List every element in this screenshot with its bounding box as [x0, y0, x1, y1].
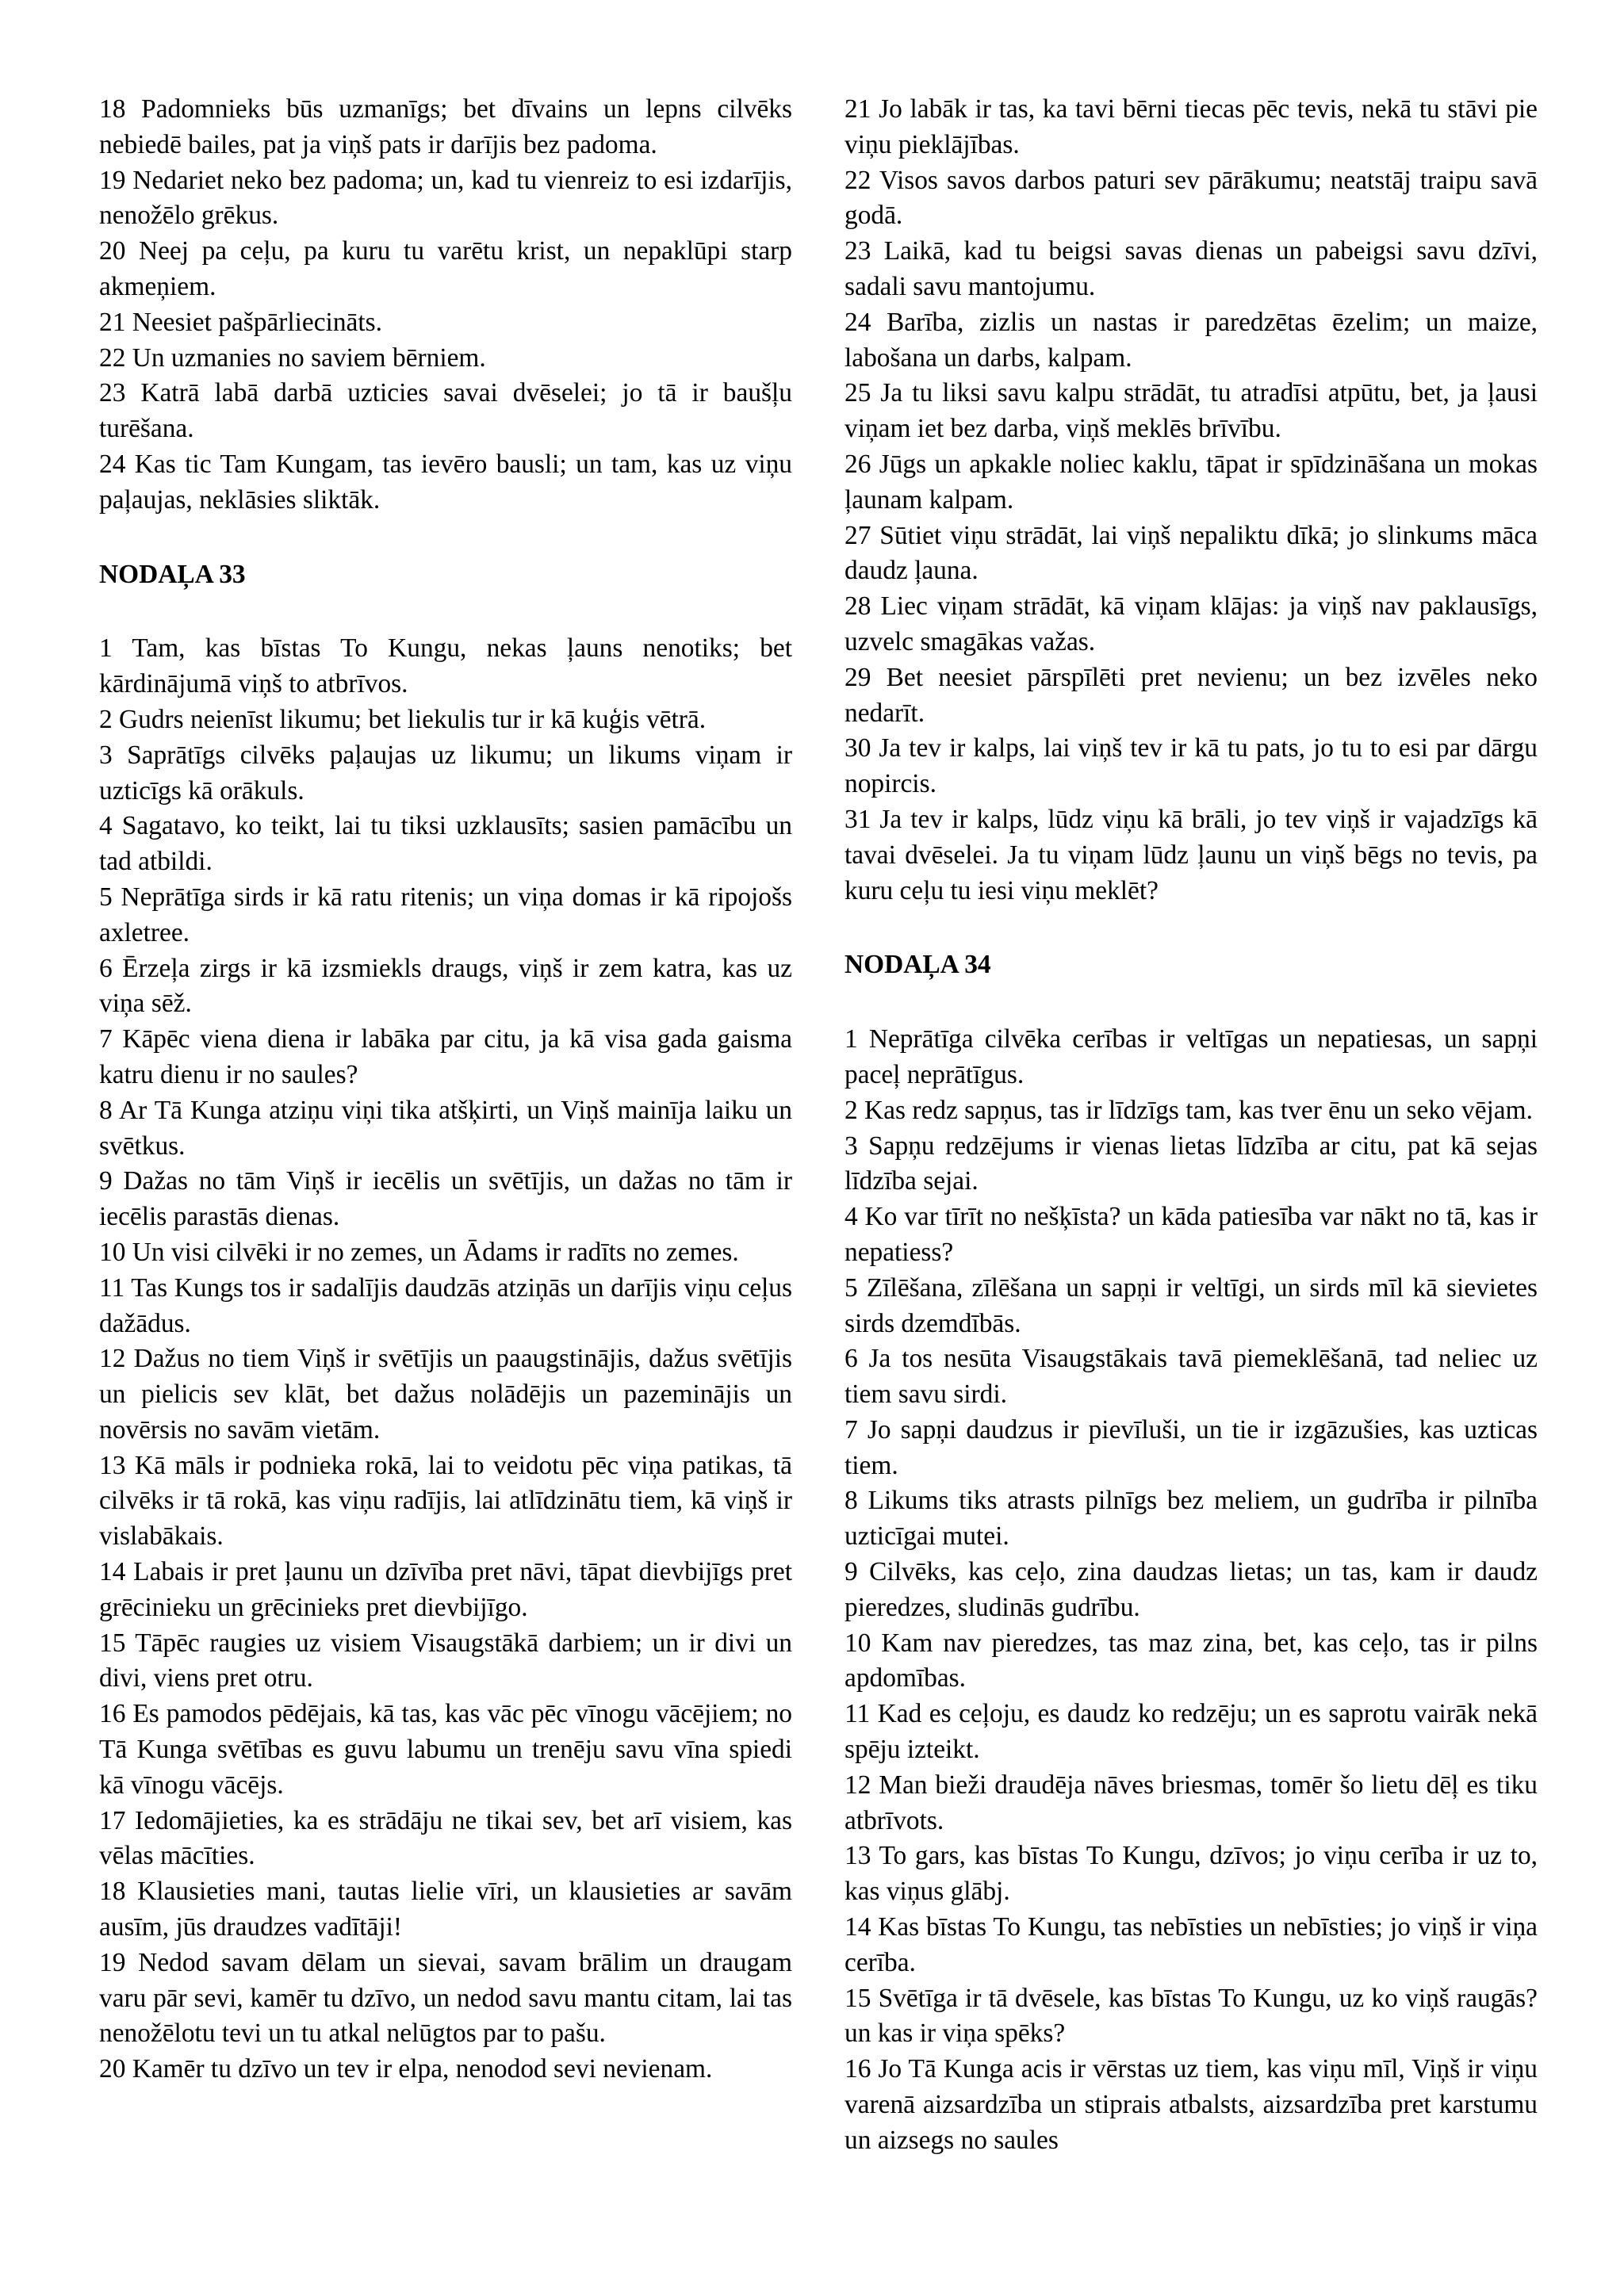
left-column: [99, 92, 792, 2087]
verse: 19 Nedariet neko bez padoma; un, kad tu vienreiz to esi izdarījis, nenožēlo grēkus.: [99, 165, 792, 231]
verse: 15 Tāpēc raugies uz visiem Visaugstākā darbiem; un ir divi un divi, viens pret otru.: [99, 1628, 792, 1693]
verse: 1 Tam, kas bīstas To Kungu, nekas ļauns nenotiks; bet kārdinājumā viņš to atbrīvos.: [99, 633, 792, 699]
verse: 26 Jūgs un apkakle noliec kaklu, tāpat ir spīdzināšana un mokas ļaunam kalpam.: [845, 449, 1538, 515]
verse: 22 Visos savos darbos paturi sev pārākumu; neatstāj traipu savā godā.: [845, 165, 1538, 231]
verse: 11 Kad es ceļoju, es daudz ko redzēju; un es saprotu vairāk nekā spēju izteikt.: [845, 1699, 1538, 1765]
verse: 20 Kamēr tu dzīvo un tev ir elpa, nenodod sevi nevienam.: [99, 2054, 713, 2084]
verse: 7 Jo sapņi daudzus ir pievīluši, un tie ir izgāzušies, kas uzticas tiem.: [845, 1414, 1538, 1480]
verse: 21 Neesiet pašpārliecināts.: [99, 307, 382, 337]
verse: 21 Jo labāk ir tas, ka tavi bērni tiecas pēc tevis, nekā tu stāvi pie viņu pieklājības.: [845, 94, 1538, 159]
verse: 24 Kas tic Tam Kungam, tas ievēro bausli; un tam, kas uz viņu paļaujas, neklāsies sliktāk.: [99, 449, 792, 515]
verse: 16 Jo Tā Kunga acis ir vērstas uz tiem, kas viņu mīl, Viņš ir viņu varenā aizsardzība un stiprais atbalsts, aizsardzība pret karstumu un aizsegs no saules: [845, 2054, 1538, 2155]
verse: 10 Un visi cilvēki ir no zemes, un Ādams ir radīts no zemes.: [99, 1237, 739, 1267]
verse: 3 Sapņu redzējums ir vienas lietas līdzība ar citu, pat kā sejas līdzība sejai.: [845, 1131, 1538, 1196]
verse: 8 Likums tiks atrasts pilnīgs bez meliem, un gudrība ir pilnība uzticīgai mutei.: [845, 1486, 1538, 1552]
verse: 29 Bet neesiet pārspīlēti pret nevienu; un bez izvēles neko nedarīt.: [845, 662, 1538, 728]
verse: 9 Cilvēks, kas ceļo, zina daudzas lietas; un tas, kam ir daudz pieredzes, sludinās gudrību.: [845, 1557, 1538, 1622]
verse: 31 Ja tev ir kalps, lūdz viņu kā brāli, jo tev viņš ir vajadzīgs kā tavai dvēselei. Ja tu viņam lūdz ļaunu un viņš bēgs no tevis, pa kuru ceļu tu iesi viņu meklēt?: [845, 804, 1538, 905]
verse: 15 Svētīga ir tā dvēsele, kas bīstas To Kungu, uz ko viņš raugās? un kas ir viņa spēks?: [845, 1983, 1538, 2049]
verse: 23 Katrā labā darbā uzticies savai dvēselei; jo tā ir baušļu turēšana.: [99, 378, 792, 444]
right-column: [845, 92, 1538, 2159]
verse: 20 Neej pa ceļu, pa kuru tu varētu krist, un nepaklūpi starp akmeņiem.: [99, 236, 792, 301]
verse: 19 Nedod savam dēlam un sievai, savam brālim un draugam varu pār sevi, kamēr tu dzīvo, un nedod savu mantu citam, lai tas nenožēlotu tevi un tu atkal nelūgtos par to pašu.: [99, 1947, 792, 2049]
verse: 25 Ja tu liksi savu kalpu strādāt, tu atradīsi atpūtu, bet, ja ļausi viņam iet bez darba, viņš meklēs brīvību.: [845, 378, 1538, 444]
chapter-heading: NODAĻA 33: [99, 559, 246, 589]
verse: 11 Tas Kungs tos ir sadalījis daudzās atziņās un darījis viņu ceļus dažādus.: [99, 1272, 792, 1338]
verse: 13 To gars, kas bīstas To Kungu, dzīvos; jo viņu cerība ir uz to, kas viņus glābj.: [845, 1841, 1538, 1907]
verse: 16 Es pamodos pēdējais, kā tas, kas vāc pēc vīnogu vācējiem; no Tā Kunga svētības es guvu labumu un trenēju savu vīna spiedi kā vīnogu vācējs.: [99, 1699, 792, 1800]
verse: 4 Sagatavo, ko teikt, lai tu tiksi uzklausīts; sasien pamācību un tad atbildi.: [99, 811, 792, 877]
verse: 30 Ja tev ir kalps, lai viņš tev ir kā tu pats, jo tu to esi par dārgu nopircis.: [845, 733, 1538, 799]
verse: 27 Sūtiet viņu strādāt, lai viņš nepaliktu dīkā; jo slinkums māca daudz ļauna.: [845, 520, 1538, 586]
verse: 7 Kāpēc viena diena ir labāka par citu, ja kā visa gada gaisma katru dienu ir no saules?: [99, 1024, 792, 1089]
verse: 24 Barība, zizlis un nastas ir paredzētas ēzelim; un maize, labošana un darbs, kalpam.: [845, 307, 1538, 373]
verse: 12 Man bieži draudēja nāves briesmas, tomēr šo lietu dēļ es tiku atbrīvots.: [845, 1770, 1538, 1835]
verse: 22 Un uzmanies no saviem bērniem.: [99, 342, 486, 373]
verse: 5 Neprātīga sirds ir kā ratu ritenis; un viņa domas ir kā ripojošs axletree.: [99, 882, 792, 947]
verse: 28 Liec viņam strādāt, kā viņam klājas: ja viņš nav paklausīgs, uzvelc smagākas važas.: [845, 591, 1538, 656]
verse: 6 Ērzeļa zirgs ir kā izsmiekls draugs, viņš ir zem katra, kas uz viņa sēž.: [99, 953, 792, 1019]
chapter-heading: NODAĻA 34: [845, 950, 991, 980]
verse: 5 Zīlēšana, zīlēšana un sapņi ir veltīgi, un sirds mīl kā sievietes sirds dzemdībās.: [845, 1272, 1538, 1338]
verse: 18 Padomnieks būs uzmanīgs; bet dīvains un lepns cilvēks nebiedē bailes, pat ja viņš pats ir darījis bez padoma.: [99, 94, 792, 159]
verse: 13 Kā māls ir podnieka rokā, lai to veidotu pēc viņa patikas, tā cilvēks ir tā rokā, kas viņu radījis, lai atlīdzinātu tiem, kā viņš ir vislabākais.: [99, 1450, 792, 1552]
verse: 3 Saprātīgs cilvēks paļaujas uz likumu; un likums viņam ir uzticīgs kā orākuls.: [99, 740, 792, 806]
verse: 6 Ja tos nesūta Visaugstākais tavā piemeklēšanā, tad neliec uz tiem savu sirdi.: [845, 1344, 1538, 1410]
verse: 12 Dažus no tiem Viņš ir svētījis un paaugstinājis, dažus svētījis un pielicis sev klāt, bet dažus nolādējis un pazeminājis un novērsis no savām vietām.: [99, 1344, 792, 1445]
verse: 9 Dažas no tām Viņš ir iecēlis un svētījis, un dažas no tām ir iecēlis parastās dienas.: [99, 1166, 792, 1232]
verse: 1 Neprātīga cilvēka cerības ir veltīgas un nepatiesas, un sapņi paceļ neprātīgus.: [845, 1024, 1538, 1089]
verse: 17 Iedomājieties, ka es strādāju ne tikai sev, bet arī visiem, kas vēlas mācīties.: [99, 1805, 792, 1871]
verse: 2 Gudrs neienīst likumu; bet liekulis tur ir kā kuģis vētrā.: [99, 704, 707, 734]
verse: 23 Laikā, kad tu beigsi savas dienas un pabeigsi savu dzīvi, sadali savu mantojumu.: [845, 236, 1538, 301]
verse: 4 Ko var tīrīt no nešķīsta? un kāda patiesība var nākt no tā, kas ir nepatiess?: [845, 1202, 1538, 1267]
verse: 14 Labais ir pret ļaunu un dzīvība pret nāvi, tāpat dievbijīgs pret grēcinieku un grēcinieks pret dievbijīgo.: [99, 1557, 792, 1622]
verse: 18 Klausieties mani, tautas lielie vīri, un klausieties ar savām ausīm, jūs draudzes vadītāji!: [99, 1877, 792, 1942]
verse: 8 Ar Tā Kunga atziņu viņi tika atšķirti, un Viņš mainīja laiku un svētkus.: [99, 1095, 792, 1161]
verse: 2 Kas redz sapņus, tas ir līdzīgs tam, kas tver ēnu un seko vējam.: [845, 1095, 1533, 1125]
verse: 14 Kas bīstas To Kungu, tas nebīsties un nebīsties; jo viņš ir viņa cerība.: [845, 1912, 1538, 1977]
verse: 10 Kam nav pieredzes, tas maz zina, bet, kas ceļo, tas ir pilns apdomības.: [845, 1628, 1538, 1693]
